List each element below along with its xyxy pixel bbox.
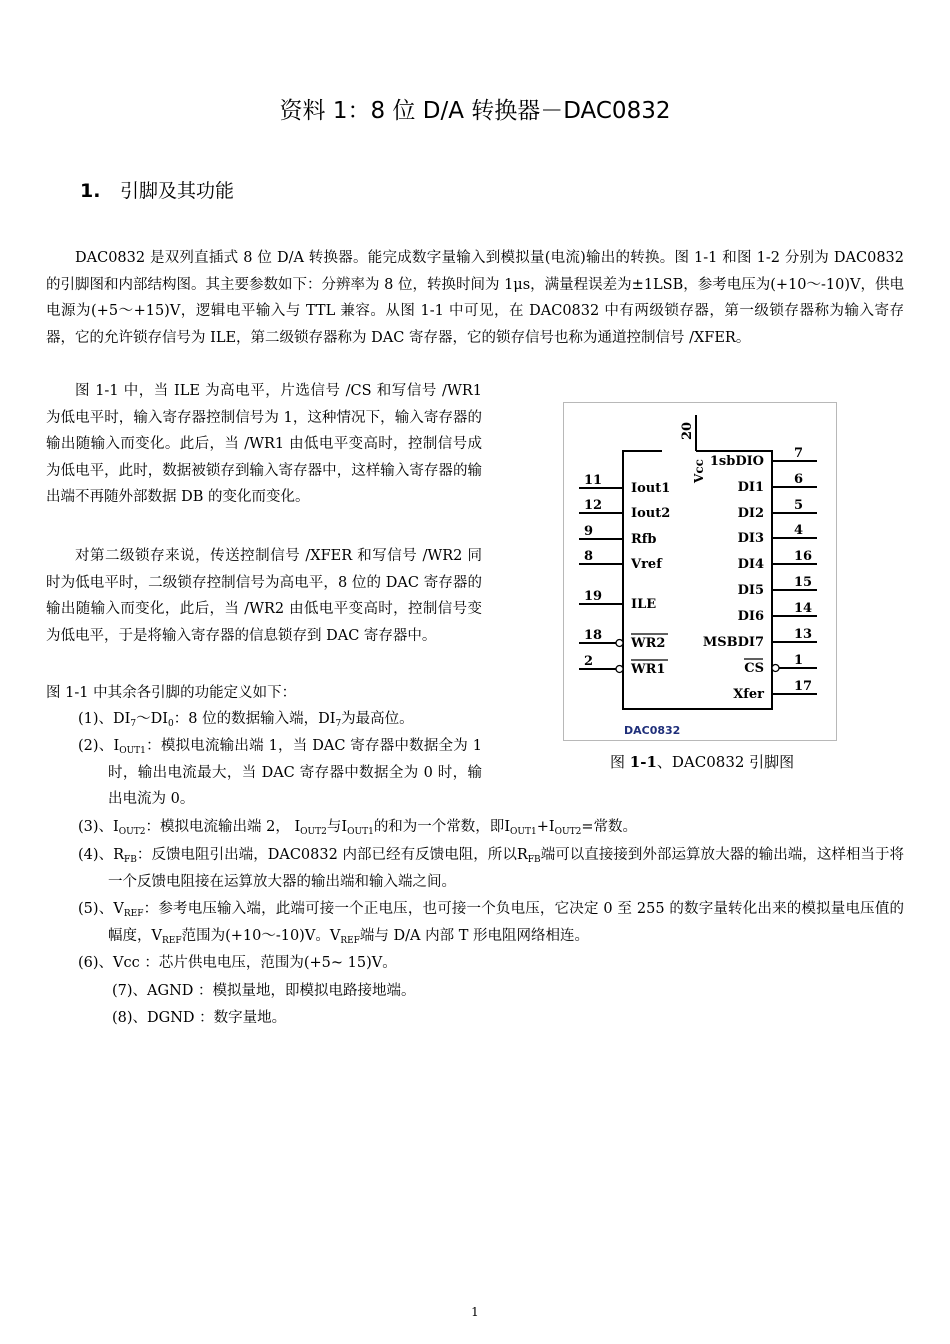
chip-name: DAC0832 (624, 724, 681, 737)
left-pin-number: 2 (584, 654, 594, 669)
right-pin-label: DI3 (737, 531, 764, 546)
right-pin-label: DI2 (737, 506, 764, 521)
pin-item-3: (3)、$I_{OUT2}$：模拟电流输出端 2， $I_{OUT2}$与$I_{OUT1}$的和为一个常数，即$I_{OUT1}+I_{OUT2}=$常数。 (78, 819, 637, 837)
right-pin-label: Xfer (733, 687, 764, 702)
right-pin-number: 16 (794, 549, 813, 564)
section-title: 引脚及其功能 (120, 180, 235, 202)
page-number: 1 (471, 1305, 479, 1319)
right-pin-label: CS (744, 661, 764, 676)
vcc-pin-number: 20 (680, 421, 695, 441)
left-pin-label: Iout2 (631, 506, 671, 521)
right-pin-number: 7 (794, 446, 804, 461)
left-pin-label: WR1 (631, 662, 666, 677)
pin-item-6: (6)、Vcc ：芯片供电电压，范围为(+5~ 15)V。 (78, 955, 397, 971)
inversion-bubble (772, 665, 779, 672)
pin-item-1: (1)、$DI_7\sim DI_0$：8 位的数据输入端，$DI_7$为最高位。 (78, 711, 414, 729)
right-pin-number: 15 (794, 575, 813, 590)
dac0832-pinout-diagram (564, 403, 836, 740)
right-pin-number: 13 (794, 627, 813, 642)
right-pin-number: 14 (794, 601, 813, 616)
right-pin-number: 1 (794, 653, 804, 668)
left-pin-label: Iout1 (631, 481, 671, 496)
inversion-bubble (616, 640, 623, 647)
left-pin-number: 11 (584, 473, 603, 488)
right-pin-number: 4 (794, 523, 804, 538)
right-pin-label: DI5 (737, 583, 764, 598)
right-pin-number: 17 (794, 679, 813, 694)
section-number: 1. (80, 180, 101, 202)
pins-intro: 图 1-1 中其余各引脚的功能定义如下： (46, 685, 297, 701)
right-pin-label: DI1 (737, 480, 764, 495)
left-pin-label: WR2 (631, 636, 666, 651)
right-pin-label: 1sbDIO (709, 454, 764, 469)
page-title: 资料 1：8 位 D/A 转换器－DAC0832 (279, 98, 671, 124)
vcc-label: Vcc (692, 459, 706, 483)
pin-item-5: (5)、$V_{REF}$：参考电压输入端，此端可接一个正电压，也可接一个负电压，它决定 0 至 255 的数字量转化出来的模拟量电压值的幅度，$V_{REF}$范围为(+10～-10)V。$V_{REF}$端与 D/A 内部 T 形电阻网络相连。 (78, 901, 904, 946)
wr1-paragraph: 图 1-1 中，当 ILE 为高电平，片选信号 /CS 和写信号 /WR1 为低电平时，输入寄存器控制信号为 1，这种情况下，输入寄存器的输出随输入而变化。此后，当 /WR1 由低电平变高时，控制信号成为低电平，此时，数据被锁存到输入寄存器中，这样输入寄存器的输出端不再随外部数据 DB 的变化而变化。 (46, 383, 482, 505)
left-pin-number: 8 (584, 549, 594, 564)
section-heading (80, 176, 234, 203)
pin-item-2: (2)、$I_{OUT1}$：模拟电流输出端 1，当 DAC 寄存器中数据全为 1 时，输出电流最大，当 DAC 寄存器中数据全为 0 时，输出电流为 0。 (78, 738, 483, 807)
right-pin-number: 5 (794, 498, 804, 513)
right-pin-label: DI4 (737, 557, 764, 572)
pin-item-4: (4)、$R_{FB}$：反馈电阻引出端，DAC0832 内部已经有反馈电阻，所以$R_{FB}$端可以直接接到外部运算放大器的输出端，这样相当于将一个反馈电阻接在运算放大器的输出端和输入端之间。 (78, 847, 904, 890)
right-pin-label: MSBDI7 (702, 635, 764, 650)
pinout-figure (563, 402, 837, 741)
left-pin-label: Rfb (631, 532, 657, 547)
left-pin-label: ILE (631, 597, 657, 612)
right-pin-label: DI6 (737, 609, 764, 624)
left-pin-number: 18 (584, 628, 603, 643)
pin-item-8: (8)、DGND ：数字量地。 (112, 1010, 287, 1026)
intro-paragraph: DAC0832 是双列直插式 8 位 D/A 转换器。能完成数字量输入到模拟量(电流)输出的转换。图 1-1 和图 1-2 分别为 DAC0832 的引脚图和内部结构图。其主要参数如下：分辨率为 8 位，转换时间为 1μs，满量程误差为±1LSB，参考电压为(+10～-10)V，供电电源为(+5～+15)V，逻辑电平输入与 TTL 兼容。从图 1-1 中可见，在 DAC0832 中有两级锁存器，第一级锁存器称为输入寄存器，它的允许锁存信号为 ILE，第二级锁存器称为 DAC 寄存器，它的锁存信号也称为通道控制信号 /XFER。 (46, 250, 904, 346)
wr2-paragraph: 对第二级锁存来说，传送控制信号 /XFER 和写信号 /WR2 同时为低电平时，二级锁存控制信号为高电平，8 位的 DAC 寄存器的输出随输入而变化，此后，当 /WR2 由低电平变高时，控制信号变为低电平，于是将输入寄存器的信息锁存到 DAC 寄存器中。 (46, 548, 482, 644)
left-pin-label: Vref (631, 557, 662, 572)
inversion-bubble (616, 666, 623, 673)
left-pin-number: 9 (584, 524, 594, 539)
pin-item-7: (7)、AGND ：模拟量地，即模拟电路接地端。 (112, 983, 416, 999)
left-pin-number: 19 (584, 589, 603, 604)
figure-caption: 图 1-1、DAC0832 引脚图 (610, 753, 795, 771)
left-pin-number: 12 (584, 498, 603, 513)
right-pin-number: 6 (794, 472, 804, 487)
